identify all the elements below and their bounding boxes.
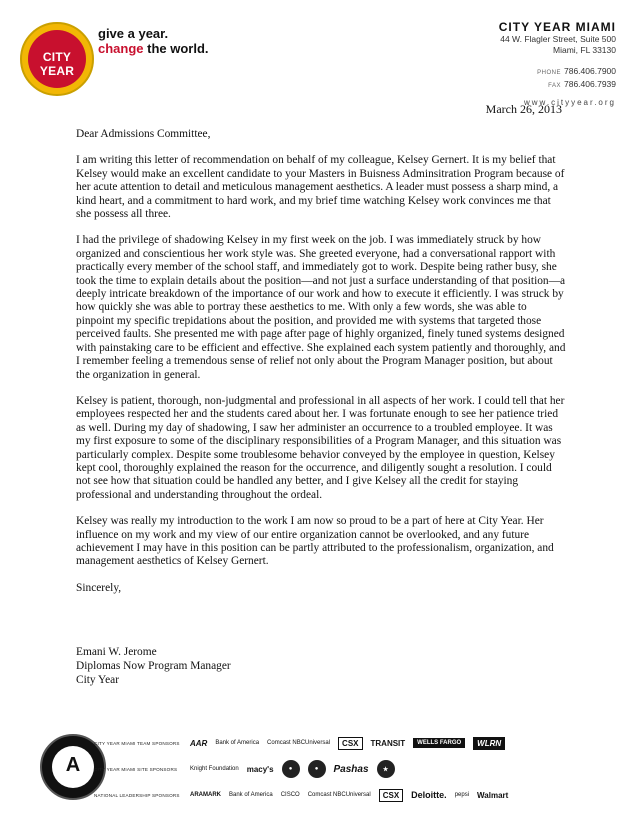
phone-row <box>499 66 616 79</box>
fax-number: 786.406.7939 <box>564 79 616 89</box>
sponsor-logo: ARAMARK <box>190 792 221 798</box>
letter-date: March 26, 2013 <box>485 102 562 116</box>
sponsor-logos <box>190 789 508 802</box>
sponsor-row-site <box>94 758 620 780</box>
sponsor-badge-icon: ★ <box>377 760 395 778</box>
letter-body <box>76 128 566 687</box>
phone-number: 786.406.7900 <box>564 66 616 76</box>
sponsor-logo: pepsi <box>454 792 470 798</box>
sponsor-row-label: CITY YEAR MIAMI SITE SPONSORS <box>94 766 178 772</box>
sponsor-row-label: CITY YEAR MIAMI TEAM SPONSORS <box>94 740 180 746</box>
sponsor-logo: AAR <box>190 738 208 748</box>
tagline-accent: change <box>98 41 144 56</box>
sponsor-logo: Pashas <box>333 763 369 775</box>
sponsor-logo: macy's <box>246 764 274 774</box>
signature-space <box>76 608 566 645</box>
logo-text: CITY YEAR <box>39 50 75 78</box>
sponsor-footer <box>30 728 620 818</box>
address-line2: Miami, FL 33130 <box>553 45 616 55</box>
sponsor-logo: CSX <box>338 737 362 750</box>
sponsor-logo: Deloitte. <box>411 790 447 800</box>
sponsor-row-team <box>94 732 620 754</box>
sponsor-row-label: NATIONAL LEADERSHIP SPONSORS <box>94 792 180 798</box>
paragraph-3: Kelsey is patient, thorough, non-judgmental and professional in all aspects of her work. I could tell that her employees respected her and the students cared about her. I was fortunate enough to see her patience tried as well. During my day of shadowing, I saw her administer an occurrence to a troubled employee. It was my first exposure to some of the disciplinary responsibilities of a Program Manager, and this situation was particularly complex. Despite some troublesome behavior conveyed by the employee in question, Kelsey kept cool, thoroughly explained the reason for the occurrence, and diligently sought a resolution. I could not see how that situation could be handled any better, and I give Kelsey all the credit for staying professional and understanding throughout the ordeal. <box>76 394 565 501</box>
sponsor-logo: TRANSIT <box>370 738 406 748</box>
paragraph-1: I am writing this letter of recommendation on behalf of my colleague, Kelsey Gernert. It is my belief that Kelsey would make an excellent candidate to your Masters in Buisness Adminsitration Program because of her acute attention to detail and meticulous management aesthetics. A leader must possess a sharp mind, a kind heart, and a commitment to hard work, and my brief time watching Kelsey work convinces me that she possess all three. <box>76 154 565 221</box>
signer-org: City Year <box>76 674 120 687</box>
salutation: Dear Admissions Committee, <box>76 128 211 140</box>
tagline-rest: the world. <box>143 41 209 56</box>
closing: Sincerely, <box>76 581 122 594</box>
sponsor-logo: CISCO <box>280 792 300 798</box>
signature-block <box>76 645 566 687</box>
sponsor-logo: Comcast NBCUniversal <box>307 792 371 798</box>
phone-label: PHONE <box>537 70 561 76</box>
org-name: CITY YEAR MIAMI <box>498 20 616 34</box>
sponsor-logo: WLRN <box>473 737 505 750</box>
sponsor-badge-icon: ● <box>308 760 326 778</box>
address-line1: 44 W. Flagler Street, Suite 500 <box>500 34 616 44</box>
sponsor-logos <box>190 737 505 750</box>
seal-letter: A <box>65 754 81 776</box>
sponsor-logo: Bank of America <box>215 740 260 746</box>
sponsor-logo: Walmart <box>477 790 509 800</box>
fax-row <box>499 79 616 92</box>
sponsor-logos <box>190 760 395 778</box>
sponsor-logo: Knight Foundation <box>190 766 239 772</box>
paragraph-2: I had the privilege of shadowing Kelsey in my first week on the job. I was immediately struck by how organized and conscientious her work style was. She greeted everyone, had a conversational rapport with practically every member of the school staff, and immediately got to work. Despite being rather busy, she took the time to explain details about the position—and not just a surface understanding of that position—a deeply intricate breakdown of the importance of our work and how to execute it efficiently. I was struck by how quickly she was able to portray these aesthetics to me. With only a few words, she was able to pinpoint my specific trepidations about the position, and provided me with systems that targeted those perceived faults. She presented me with page after page of highly organized, finely tuned systems designed with painstaking care to be efficient and effective. She explained each system patiently and thoroughly, and I remember feeling a tremendous sense of relief not only about the Program Manager position, but about the organization in general. <box>76 234 566 381</box>
letterhead <box>0 0 638 110</box>
tagline <box>98 26 209 56</box>
signer-title: Diplomas Now Program Manager <box>76 660 231 673</box>
org-contact-block <box>499 20 616 107</box>
signer-name: Emani W. Jerome <box>76 646 157 659</box>
sponsor-logo: CSX <box>379 789 403 802</box>
sponsor-logo: Comcast NBCUniversal <box>267 740 331 746</box>
tagline-line2 <box>98 41 209 56</box>
website: www.cityyear.org <box>523 98 616 107</box>
sponsor-logo: WELLS FARGO <box>413 738 465 748</box>
fax-label: FAX <box>548 83 561 89</box>
sponsor-row-national <box>94 784 620 806</box>
sponsor-logo: Bank of America <box>229 792 273 798</box>
paragraph-4: Kelsey was really my introduction to the work I am now so proud to be a part of here at City Year. Her influence on my work and my view of our entire organization cannot be overlooked, and any future achievement I may have in this position can be partly attributed to the professionalism, organization, and management aesthetics of Kelsey Gernert. <box>76 515 554 568</box>
sponsor-badge-icon: ● <box>282 760 300 778</box>
city-year-logo <box>20 22 94 96</box>
tagline-line1: give a year. <box>98 26 169 41</box>
